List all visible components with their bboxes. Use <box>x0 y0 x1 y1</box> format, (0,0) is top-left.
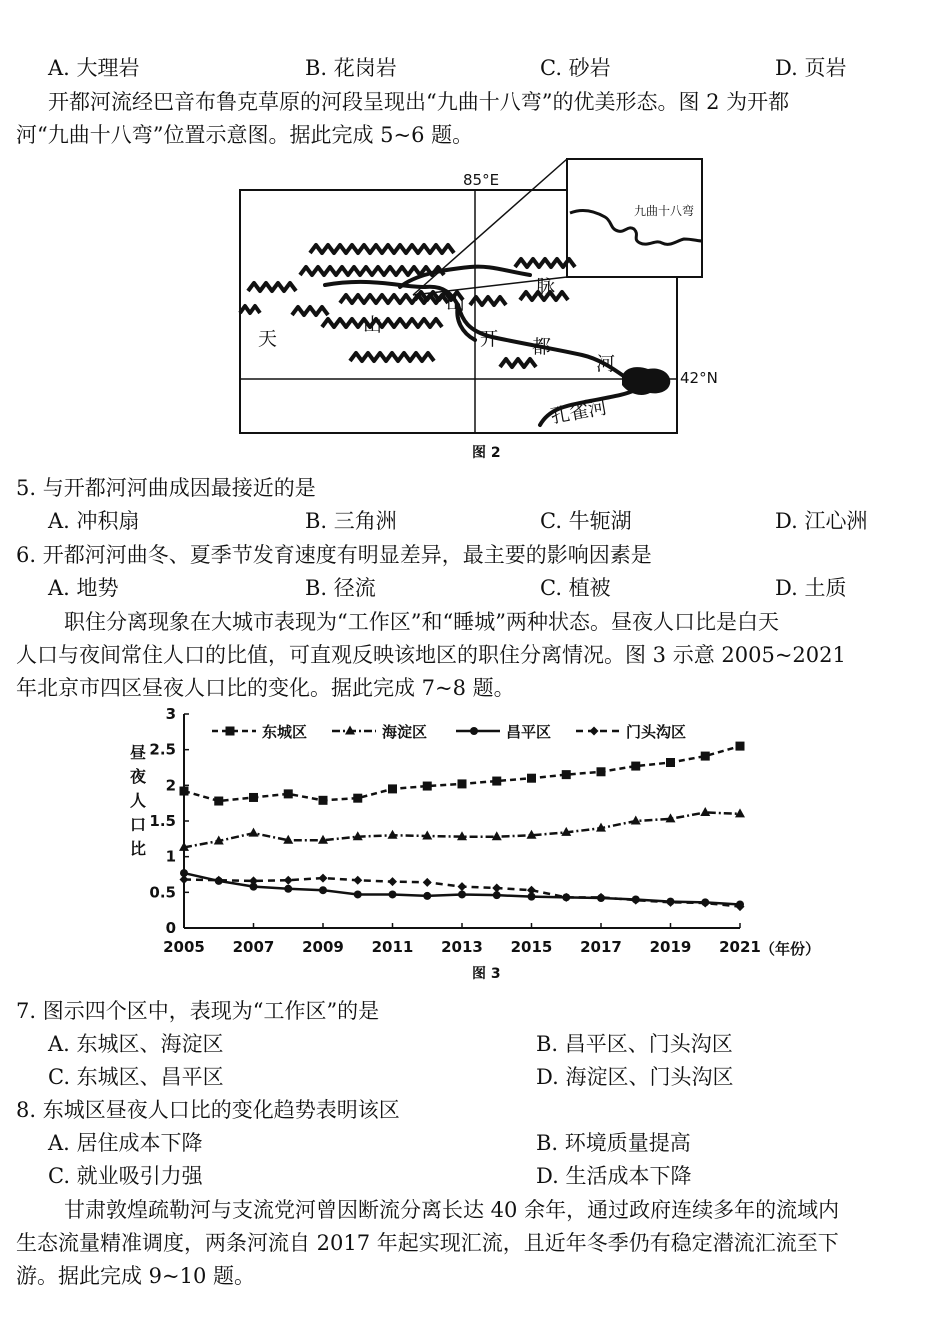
data-point <box>284 885 292 893</box>
y-label-char: 昼 <box>129 743 147 762</box>
data-point <box>458 890 466 898</box>
q5-option-c: C. 牛轭湖 <box>540 509 632 533</box>
label-kai: 开 <box>480 328 500 350</box>
mountain-ranges <box>240 245 575 367</box>
figure-2-map <box>230 155 718 445</box>
legend-marker <box>590 727 599 736</box>
data-point <box>562 770 571 779</box>
intro-7-8-line3: 年北京市四区昼夜人口比的变化。据此完成 7~8 题。 <box>16 676 515 700</box>
data-point <box>180 875 189 884</box>
data-point <box>423 892 431 900</box>
legend-marker <box>470 727 478 735</box>
x-tick-label: 2005 <box>163 938 205 956</box>
data-point <box>701 752 710 761</box>
data-point <box>423 878 432 887</box>
data-point <box>492 884 501 893</box>
data-point <box>319 796 328 805</box>
x-tick-label: 2017 <box>580 938 622 956</box>
q7-option-a: A. 东城区、海淀区 <box>48 1032 224 1056</box>
label-he: 河 <box>596 353 616 375</box>
data-point <box>354 890 362 898</box>
intro-7-8-line1: 职住分离现象在大城市表现为“工作区”和“睡城”两种状态。昼夜人口比是白天 <box>64 610 779 634</box>
data-point <box>249 793 258 802</box>
x-tick-label: 2011 <box>371 938 414 956</box>
data-point <box>389 890 397 898</box>
chart-series <box>179 742 745 912</box>
data-point <box>388 784 397 793</box>
q4-option-d: D. 页岩 <box>775 56 847 80</box>
series-line <box>184 746 740 801</box>
data-point <box>214 797 223 806</box>
data-point <box>527 774 536 783</box>
data-point <box>249 828 259 837</box>
data-point <box>597 767 606 776</box>
q8-option-b: B. 环境质量提高 <box>536 1131 691 1155</box>
q6-option-a: A. 地势 <box>48 576 119 600</box>
data-point <box>353 794 362 803</box>
q6-stem: 6. 开都河河曲冬、夏季节发育速度有明显差异，最主要的影响因素是 <box>16 543 652 567</box>
data-point <box>284 789 293 798</box>
x-tick-label: 2021 <box>719 938 761 956</box>
data-point <box>631 762 640 771</box>
q6-option-b: B. 径流 <box>305 576 376 600</box>
legend-marker <box>226 727 235 736</box>
q5-option-b: B. 三角洲 <box>305 509 397 533</box>
data-point <box>180 787 189 796</box>
q7-stem: 7. 图示四个区中，表现为“工作区”的是 <box>16 999 380 1023</box>
q6-option-c: C. 植被 <box>540 576 611 600</box>
lake <box>622 367 670 395</box>
y-tick-label: 2.5 <box>149 740 176 759</box>
q7-option-d: D. 海淀区、门头沟区 <box>536 1065 734 1089</box>
q5-stem: 5. 与开都河河曲成因最接近的是 <box>16 476 316 500</box>
data-point <box>631 816 641 825</box>
chart-legend <box>212 723 686 741</box>
data-point <box>353 876 362 885</box>
data-point <box>458 882 467 891</box>
lon-label: 85°E <box>463 171 500 189</box>
intro-9-10-line3: 游。据此完成 9~10 题。 <box>16 1264 256 1288</box>
y-label-char: 口 <box>129 815 147 834</box>
q8-option-d: D. 生活成本下降 <box>536 1164 692 1188</box>
y-label-char: 人 <box>129 791 147 810</box>
fig2-caption: 图 2 <box>472 445 501 461</box>
intro-5-6-line2: 河“九曲十八弯”位置示意图。据此完成 5~6 题。 <box>16 123 474 147</box>
label-shan1: 山 <box>363 314 383 336</box>
x-tick-label: 2009 <box>302 938 344 956</box>
intro-9-10-line2: 生态流量精准调度，两条河流自 2017 年起实现汇流，且近年冬季仍有稳定潜流汇流至下 <box>16 1231 839 1255</box>
y-tick-label: 0.5 <box>149 883 176 902</box>
y-tick-label: 1.5 <box>149 812 176 830</box>
y-tick-label: 0 <box>165 919 176 937</box>
y-tick-label: 3 <box>165 705 176 723</box>
q6-option-d: D. 土质 <box>775 576 847 600</box>
label-tian: 天 <box>258 328 278 350</box>
series-line <box>184 812 740 847</box>
data-point <box>736 742 745 751</box>
q7-option-b: B. 昌平区、门头沟区 <box>536 1032 733 1056</box>
y-label-char: 夜 <box>129 767 147 786</box>
inset-box <box>567 159 702 277</box>
intro-5-6-line1: 开都河流经巴音布鲁克草原的河段呈现出“九曲十八弯”的优美形态。图 2 为开都 <box>48 90 790 114</box>
series-1 <box>179 807 745 851</box>
data-point <box>423 782 432 791</box>
data-point <box>458 779 467 788</box>
data-point <box>388 877 397 886</box>
x-axis-label: （年份） <box>760 940 821 958</box>
lat-label: 42°N <box>680 369 718 387</box>
legend-label: 昌平区 <box>506 723 552 741</box>
data-point <box>319 874 328 883</box>
q7-option-c: C. 东城区、昌平区 <box>48 1065 224 1089</box>
inset-label: 九曲十八弯 <box>634 204 695 218</box>
series-0 <box>180 742 745 806</box>
data-point <box>284 876 293 885</box>
x-tick-label: 2019 <box>649 938 692 956</box>
intro-7-8-line2: 人口与夜间常住人口的比值，可直观反映该地区的职住分离情况。图 3 示意 2005~2021 <box>16 643 846 667</box>
q8-stem: 8. 东城区昼夜人口比的变化趋势表明该区 <box>16 1098 400 1122</box>
data-point <box>562 893 571 902</box>
data-point <box>527 886 536 895</box>
y-axis-label <box>130 743 147 858</box>
q5-option-a: A. 冲积扇 <box>48 509 140 533</box>
figure-3-chart <box>120 700 840 1000</box>
chart-caption: 图 3 <box>472 966 501 982</box>
q4-option-c: C. 砂岩 <box>540 56 611 80</box>
q4-option-b: B. 花岗岩 <box>305 56 397 80</box>
x-tick-label: 2007 <box>232 938 275 956</box>
data-point <box>666 758 675 767</box>
label-shan2: 山 <box>446 292 466 314</box>
y-tick-label: 1 <box>165 847 176 866</box>
y-tick-label: 2 <box>165 776 176 795</box>
data-point <box>319 886 327 894</box>
q4-option-a: A. 大理岩 <box>48 56 140 80</box>
label-du: 都 <box>532 336 552 358</box>
x-tick-label: 2013 <box>441 938 483 956</box>
q8-option-a: A. 居住成本下降 <box>48 1131 203 1155</box>
intro-9-10-line1: 甘肃敦煌疏勒河与支流党河曾因断流分离长达 40 余年，通过政府连续多年的流域内 <box>64 1198 840 1222</box>
label-mai: 脉 <box>536 276 556 298</box>
data-point <box>249 876 258 885</box>
x-tick-label: 2015 <box>510 938 553 956</box>
q8-option-c: C. 就业吸引力强 <box>48 1164 203 1188</box>
y-label-char: 比 <box>129 839 147 858</box>
legend-label: 东城区 <box>262 723 308 741</box>
label-kongque: 孔雀河 <box>549 396 610 428</box>
data-point <box>492 777 501 786</box>
legend-label: 海淀区 <box>382 723 428 741</box>
q5-option-d: D. 江心洲 <box>775 509 868 533</box>
legend-label: 门头沟区 <box>626 723 687 741</box>
chart-axes <box>149 705 760 956</box>
